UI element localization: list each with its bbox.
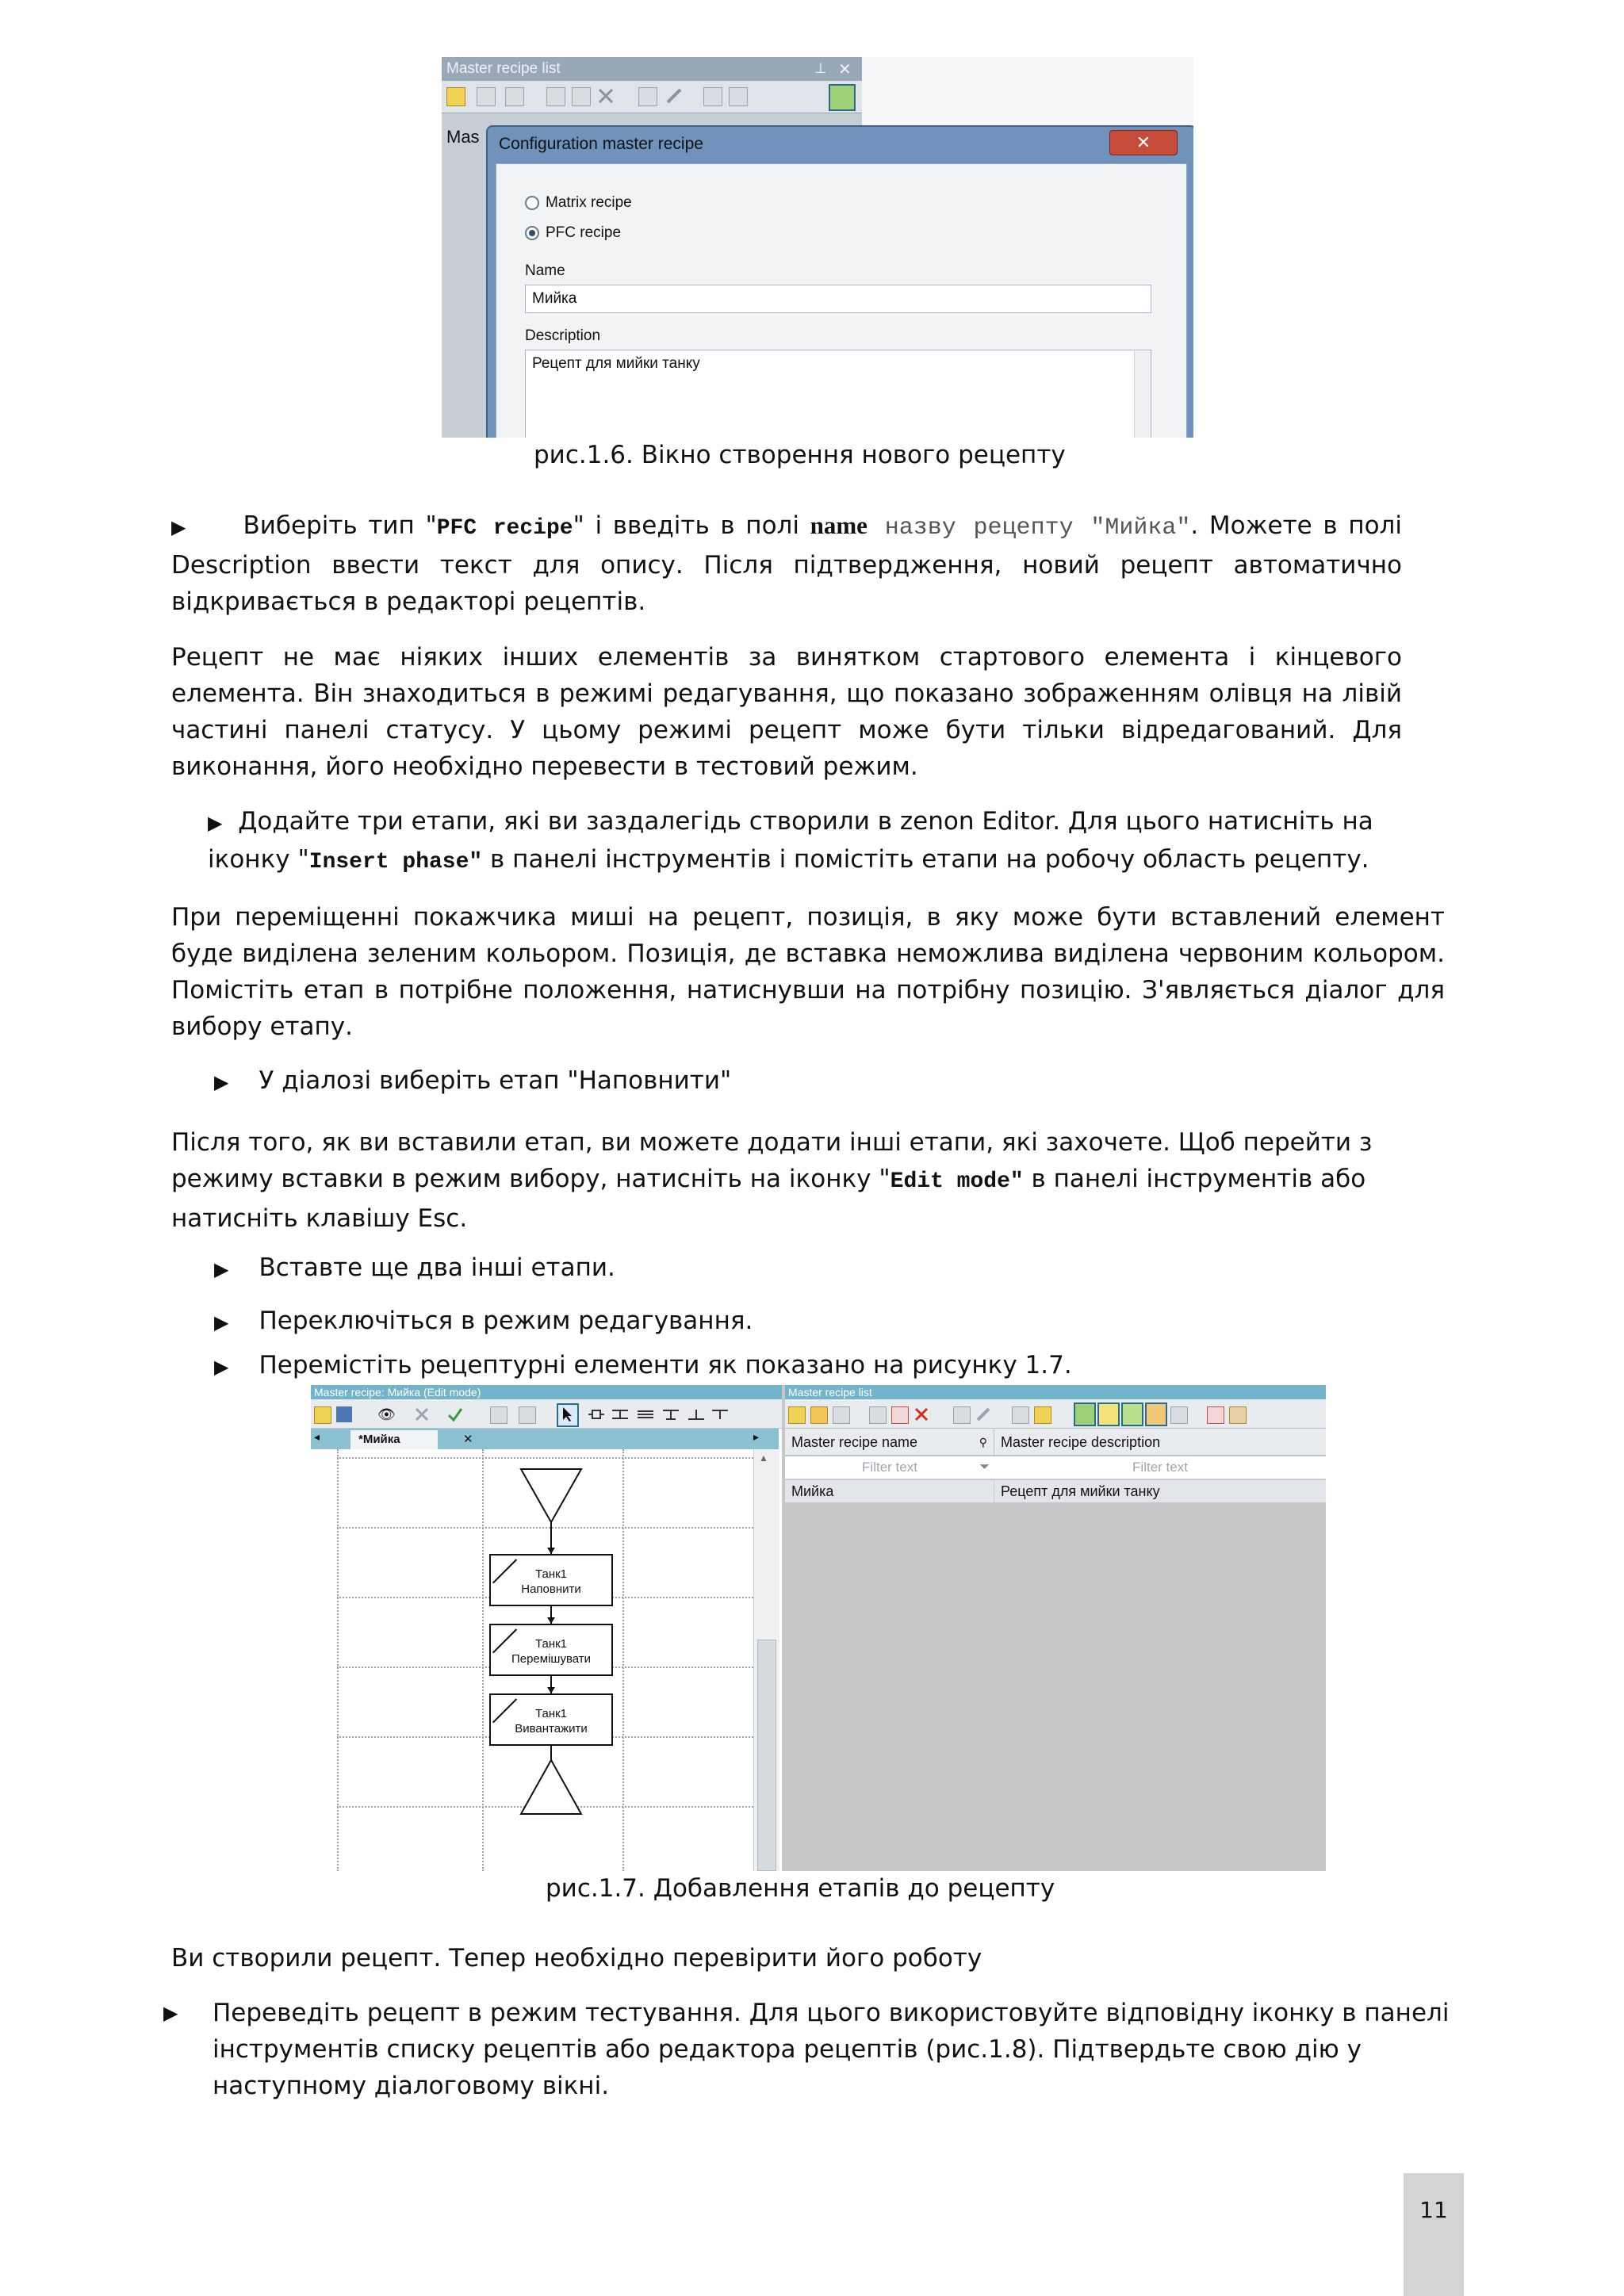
matrix-recipe-radio[interactable] (525, 196, 539, 210)
filter-name-placeholder: Filter text (862, 1460, 917, 1475)
editor-title: Master recipe: Мийка (Edit mode) (311, 1385, 782, 1399)
edit-pencil-icon[interactable] (975, 1406, 991, 1422)
name-input[interactable]: Мийка (525, 285, 1151, 313)
print-icon[interactable] (1170, 1406, 1188, 1424)
filter-funnel-icon[interactable]: ⏷ (979, 1460, 990, 1474)
delete-icon[interactable] (414, 1406, 430, 1422)
phase-unload[interactable] (489, 1693, 613, 1746)
bullet-move-elements (214, 1347, 1404, 1385)
edit-pencil-icon[interactable] (665, 87, 683, 105)
insert-branch-icon[interactable] (663, 1406, 679, 1422)
editor-tab-bar (311, 1429, 779, 1449)
delete-icon[interactable] (914, 1406, 929, 1422)
phase-fill-line1: Танк1 (534, 1567, 568, 1581)
start-element[interactable] (521, 1469, 581, 1522)
tab-close-icon[interactable]: ✕ (463, 1433, 473, 1446)
test-mode-icon[interactable] (1074, 1402, 1096, 1426)
import-icon[interactable] (1034, 1406, 1051, 1424)
filter-description-placeholder: Filter text (1132, 1460, 1188, 1475)
configuration-dialog (486, 125, 1193, 438)
settings-icon[interactable] (638, 87, 657, 106)
p1-code: PFC recipe (436, 516, 573, 541)
dialog-body (496, 163, 1187, 438)
phase-mix[interactable] (489, 1624, 613, 1676)
p1-text-post: . Можете в полі Description ввести текст для опису. Після підтвердження, новий рецепт автоматично відкривається в редакторі рецептів. (171, 511, 1402, 616)
approve-icon[interactable] (1121, 1402, 1143, 1426)
chart-icon[interactable] (490, 1406, 508, 1424)
insert-jump-icon[interactable] (712, 1406, 728, 1422)
open-icon[interactable] (810, 1406, 828, 1424)
bullet-choose-phase (214, 1062, 1404, 1100)
insert-parallel-icon[interactable] (638, 1406, 653, 1422)
b5-text: Перемістіть рецептурні елементи як показано на рисунку 1.7. (259, 1351, 1072, 1380)
new-recipe-icon[interactable] (788, 1406, 806, 1424)
paragraph-recipe-state: Рецепт не має ніяких інших елементів за винятком стартового елемента і кінцевого елемента. Він знаходиться в режимі редагування, що показано зображенням олівця на лівій частині панелі статусу. У цьому режимі рецепт може бути тільки відредагований. Для виконання, його необхідно перевести в тестовий режим. (171, 643, 1402, 781)
bullet-add-phases (208, 803, 1461, 881)
paragraph-edit-mode (171, 1124, 1472, 1237)
phase-unload-line2: Вивантажити (515, 1722, 588, 1735)
bullet-arrow-icon: ▶ (163, 2002, 178, 2024)
grid-line (337, 1449, 339, 1871)
list-toolbar (785, 1399, 1326, 1429)
row-name-value: Мийка (791, 1483, 834, 1499)
bullet-test-mode (163, 1995, 1472, 2104)
bullet-arrow-icon: ▶ (171, 516, 186, 538)
editor-toolbar (311, 1399, 782, 1429)
b1-text-post: в панелі інструментів і помістіть етапи на робочу область рецепту. (482, 845, 1369, 874)
bullet-arrow-icon: ▶ (214, 1356, 229, 1378)
duplicate-icon[interactable] (505, 87, 524, 106)
export-icon[interactable] (1012, 1406, 1029, 1424)
master-recipe-list-title: Master recipe list (442, 57, 862, 81)
grid-line (482, 1449, 484, 1871)
b1-code: Insert phase" (308, 850, 483, 874)
figure-1-6-caption: рис.1.6. Вікно створення нового рецепту (534, 441, 1066, 469)
export-icon[interactable] (703, 87, 722, 106)
grid-line (622, 1449, 624, 1871)
binoculars-icon[interactable]: ⚲ (979, 1436, 987, 1448)
table-row-description[interactable] (994, 1480, 1326, 1502)
filter-description-input[interactable] (994, 1456, 1326, 1479)
column-name-label: Master recipe name (791, 1434, 918, 1450)
cut-icon[interactable] (546, 87, 565, 106)
p4-text-pre: Після того, як ви вставили етап, ви можете додати інші етапи, які захочете. Щоб перейти з режиму вставки в режим вибору, натисніть на іконку " (171, 1128, 1373, 1193)
list-title: Master recipe list (785, 1385, 1326, 1399)
bullet-switch-edit (214, 1303, 1404, 1341)
p1-name: name (810, 511, 868, 539)
scroll-left-icon[interactable]: ◂ (314, 1430, 320, 1443)
filter-name-input[interactable] (785, 1456, 995, 1479)
p1-mono: назву рецепту "Мийка" (867, 515, 1191, 541)
insert-phase-icon[interactable] (588, 1406, 604, 1422)
b6-text: Переведіть рецепт в режим тестування. Для цього використовуйте відповідну іконку в панелі інструментів списку рецептів або редактора рецептів (рис.1.8). Підтвердьте свою дію у наступному діалоговому вікні. (213, 1999, 1450, 2100)
delete-icon[interactable] (597, 87, 615, 105)
bullet-arrow-icon: ▶ (208, 812, 223, 834)
background-area (862, 57, 1193, 128)
paragraph-recipe-created: Ви створили рецепт. Тепер необхідно перевірити його роботу (171, 1944, 982, 1973)
matrix-recipe-label: Matrix recipe (546, 194, 632, 211)
description-label: Description (525, 327, 601, 344)
column-header-description[interactable] (994, 1429, 1326, 1456)
figure-1-7-screenshot (311, 1385, 1326, 1871)
b2-text: У діалозі виберіть етап "Наповнити" (259, 1066, 732, 1095)
edit-mode-cursor-icon[interactable] (557, 1403, 579, 1427)
p4-text-post: в панелі інструментів або натисніть клавішу Esc. (171, 1165, 1366, 1233)
p1-text-pre: Виберіть тип " (243, 511, 437, 540)
table-row-name[interactable] (785, 1480, 994, 1502)
p4-code: Edit mode" (890, 1169, 1024, 1194)
scroll-up-icon[interactable]: ▲ (759, 1452, 768, 1464)
figure-1-7-caption: рис.1.7. Добавлення етапів до рецепту (546, 1874, 1055, 1903)
row-description-value: Рецепт для мийки танку (1001, 1483, 1160, 1499)
p1-text-mid: " і введіть в полі (573, 511, 810, 540)
page-number: 11 (1404, 2173, 1464, 2296)
phase-fill[interactable] (489, 1554, 613, 1606)
copy-icon[interactable] (572, 87, 591, 106)
bullet-arrow-icon: ▶ (214, 1071, 229, 1093)
pin-icon[interactable]: ⊥ (814, 60, 827, 76)
phase-fill-line2: Наповнити (521, 1582, 581, 1596)
bullet-insert-two (214, 1249, 1404, 1288)
dialog-close-button[interactable]: ✕ (1109, 130, 1178, 155)
paragraph-mouse-pointer: При переміщенні покажчика миші на рецепт, позиція, в яку може бути вставлений елемент буде виділена зеленим кольором. Позиція, де вставка неможлива виділена червоним кольором. Помістіть етап в потрібне положення, натиснувши на потрібну позицію. З'являється діалог для вибору етапу. (171, 903, 1445, 1041)
canvas-scrollbar[interactable] (753, 1449, 779, 1871)
scroll-right-icon[interactable]: ▸ (753, 1430, 760, 1443)
name-label: Name (525, 262, 565, 279)
bullet-arrow-icon: ▶ (214, 1258, 229, 1280)
archive-icon[interactable] (1145, 1402, 1167, 1426)
new-icon[interactable] (314, 1406, 331, 1424)
description-scrollbar[interactable] (1134, 351, 1151, 438)
phase-mix-line2: Перемішувати (511, 1652, 592, 1666)
insert-sequence-icon[interactable] (612, 1406, 628, 1422)
copy-icon[interactable] (891, 1406, 909, 1424)
pfc-recipe-label: PFC recipe (546, 224, 622, 241)
cut-icon[interactable] (869, 1406, 887, 1424)
column-description-label: Master recipe description (1001, 1434, 1161, 1450)
check-icon[interactable] (447, 1406, 463, 1422)
refresh-icon[interactable] (519, 1406, 536, 1424)
new-recipe-icon[interactable] (446, 87, 465, 106)
view-icon[interactable]: 👁 (377, 1406, 396, 1422)
import-icon[interactable] (729, 87, 748, 106)
dialog-title: Configuration master recipe (499, 135, 703, 153)
settings-icon[interactable] (953, 1406, 971, 1424)
b3-text: Вставте ще два інші етапи. (259, 1253, 615, 1282)
scrollbar-thumb[interactable] (757, 1640, 776, 1871)
b4-text: Переключіться в режим редагування. (259, 1307, 753, 1335)
panel-partial-label: Mas (446, 127, 480, 147)
grid-line (337, 1457, 753, 1459)
phase-mix-line1: Танк1 (534, 1637, 568, 1651)
save-icon[interactable] (336, 1406, 352, 1422)
release-icon[interactable] (1097, 1402, 1120, 1426)
tab-mijka[interactable] (350, 1430, 473, 1449)
b1-text-pre: Додайте три етапи, які ви заздалегідь створили в zenon Editor. Для цього натисніть на іконку " (208, 807, 1373, 874)
duplicate-icon[interactable] (833, 1406, 850, 1424)
tab-label: *Мийка (358, 1433, 400, 1446)
figure-1-6-screenshot (442, 57, 1193, 438)
close-icon[interactable]: ✕ (838, 61, 852, 78)
column-header-name[interactable] (785, 1429, 994, 1456)
open-icon[interactable] (477, 87, 496, 106)
bullet-arrow-icon: ▶ (214, 1311, 229, 1334)
phase-unload-line1: Танк1 (534, 1707, 568, 1720)
pfc-recipe-radio[interactable] (525, 226, 539, 240)
master-recipe-list-toolbar (442, 81, 862, 113)
filter-tool-icon[interactable] (1229, 1406, 1247, 1424)
description-input[interactable]: Рецепт для мийки танку (525, 350, 1151, 438)
columns-icon[interactable] (1207, 1406, 1224, 1424)
recipe-canvas[interactable] (311, 1449, 753, 1871)
insert-end-icon[interactable] (688, 1406, 704, 1422)
paragraph-select-type (171, 507, 1402, 620)
test-mode-icon[interactable] (829, 84, 856, 111)
